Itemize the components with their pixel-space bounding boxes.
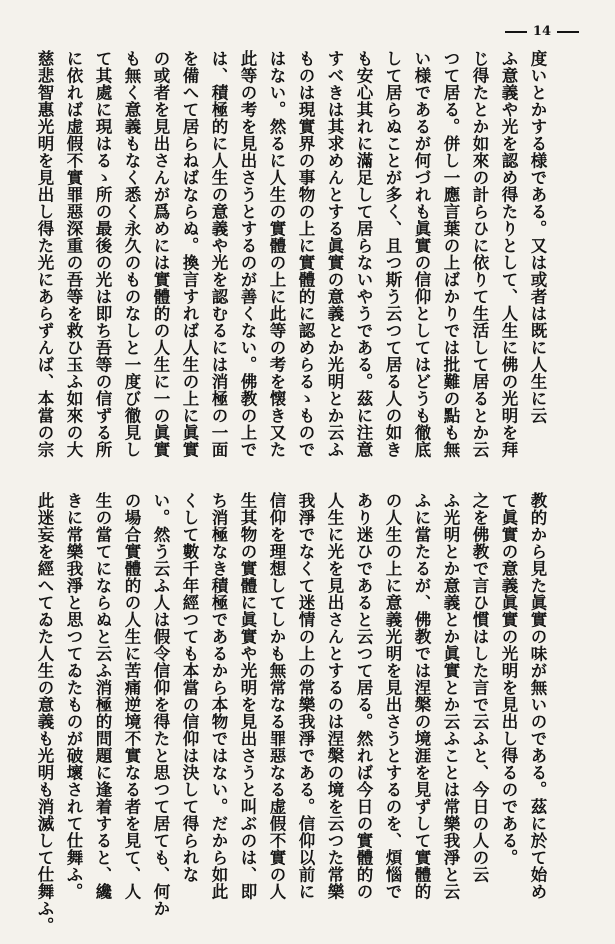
text-column: の人生の上に意義光明を見出さうとするのを、煩惱で	[383, 492, 402, 900]
text-column: あり迷ひであると云つて居る。然れば今日の實體的の	[354, 492, 373, 900]
text-column: 教的から見た眞實の味が無いのである。茲に於て始め	[528, 492, 547, 900]
text-column: じ得たとか如來の計らひに依りて生活して居るとか云	[470, 50, 489, 458]
text-column: 我淨でなくて迷情の上の常樂我淨である。信仰以前に	[296, 492, 315, 900]
text-column: も安心其れに滿足して居らないやうである。茲に注意	[354, 50, 373, 458]
text-column: い。然う云ふ人は假令信仰を得たと思つて居ても、何か	[151, 492, 170, 917]
text-column: い様であるが何づれも眞實の信仰としてはどうも徹底	[412, 50, 431, 458]
text-column: ち消極なき積極であるから本物ではない。だから如此	[209, 492, 228, 900]
text-column: も無く意義もなく悉く永久のものなしと一度び徹見し	[122, 50, 141, 458]
text-column: くして數千年經つても本當の信仰は決して得られな	[180, 492, 199, 883]
text-column: の或者を見出さんが爲めには實體的の人生に一の眞實	[151, 50, 170, 458]
text-column: ものは現實界の事物の上に實體的に認めらるゝもので	[296, 50, 315, 458]
text-column: ふに當たるが、佛教では涅槃の境涯を見ずして實體的	[412, 492, 431, 900]
text-column: 生の當てにならぬと云ふ消極的問題に逢着すると、纔	[93, 492, 112, 900]
text-column: つて居る。併し一應言葉の上ばかりでは批難の點も無	[441, 50, 460, 458]
text-column: はない。然るに人生の實體の上に此等の考を懐き又た	[267, 50, 286, 458]
text-column: 生其物の實體に眞實や光明を見出さうと叫ぶのは、即	[238, 492, 257, 900]
text-column: 信仰を理想してしかも無常なる罪惡なる虚假不實の人	[267, 492, 286, 900]
text-column: きに常樂我淨と思つてゐたものが破壞されて仕舞ふ。	[64, 492, 83, 900]
page-number-text: 14	[532, 24, 551, 39]
text-column: 度いとかする様である。又は或者は既に人生に云	[528, 50, 547, 424]
text-column: は、積極的に人生の意義や光を認むるには消極の一面	[209, 50, 228, 458]
text-column: を備へて居らねばならぬ。換言すれば人生の上に眞實	[180, 50, 199, 458]
page-number-left-rule	[505, 31, 527, 33]
text-column: ふ光明とか意義とか眞實とか云ふことは常樂我淨と云	[441, 492, 460, 900]
text-column: 慈悲智惠光明を見出し得た光にあらずんば、本當の宗	[35, 50, 54, 458]
page-number	[505, 24, 579, 39]
text-column: 之を佛教で言ひ慣はした言で云ふと、今日の人の云	[470, 492, 489, 883]
text-block-bottom	[35, 492, 552, 934]
text-column: 此迷妄を經へてゐた人生の意義も光明も消滅して仕舞ふ。	[35, 492, 54, 934]
text-column: に依れば虚假不實罪惡深重の吾等を救ひ玉ふ如來の大	[64, 50, 83, 458]
text-column: て眞實の意義眞實の光明を見出し得るのである。	[499, 492, 518, 866]
text-block-top	[35, 50, 552, 465]
text-column: 此等の考を見出さうとするのが善くない。佛教の上で	[238, 50, 257, 458]
text-column: して居らぬことが多く、且つ斯う云つて居る人の如き	[383, 50, 402, 458]
text-column: ふ意義や光を認め得たりとして、人生に佛の光明を拜	[499, 50, 518, 458]
text-column: の場合實體的の人生に苦痛逆境不實なる者を見て、人	[122, 492, 141, 900]
page-number-right-rule	[557, 31, 579, 33]
text-column: 人生に光を見出さんとするのは涅槃の境を云つた常樂	[325, 492, 344, 900]
text-column: て其處に現はるゝ所の最後の光は即ち吾等の信ずる所	[93, 50, 112, 458]
text-column: すべきは其求めんとする眞實の意義とか光明とか云ふ	[325, 50, 344, 458]
